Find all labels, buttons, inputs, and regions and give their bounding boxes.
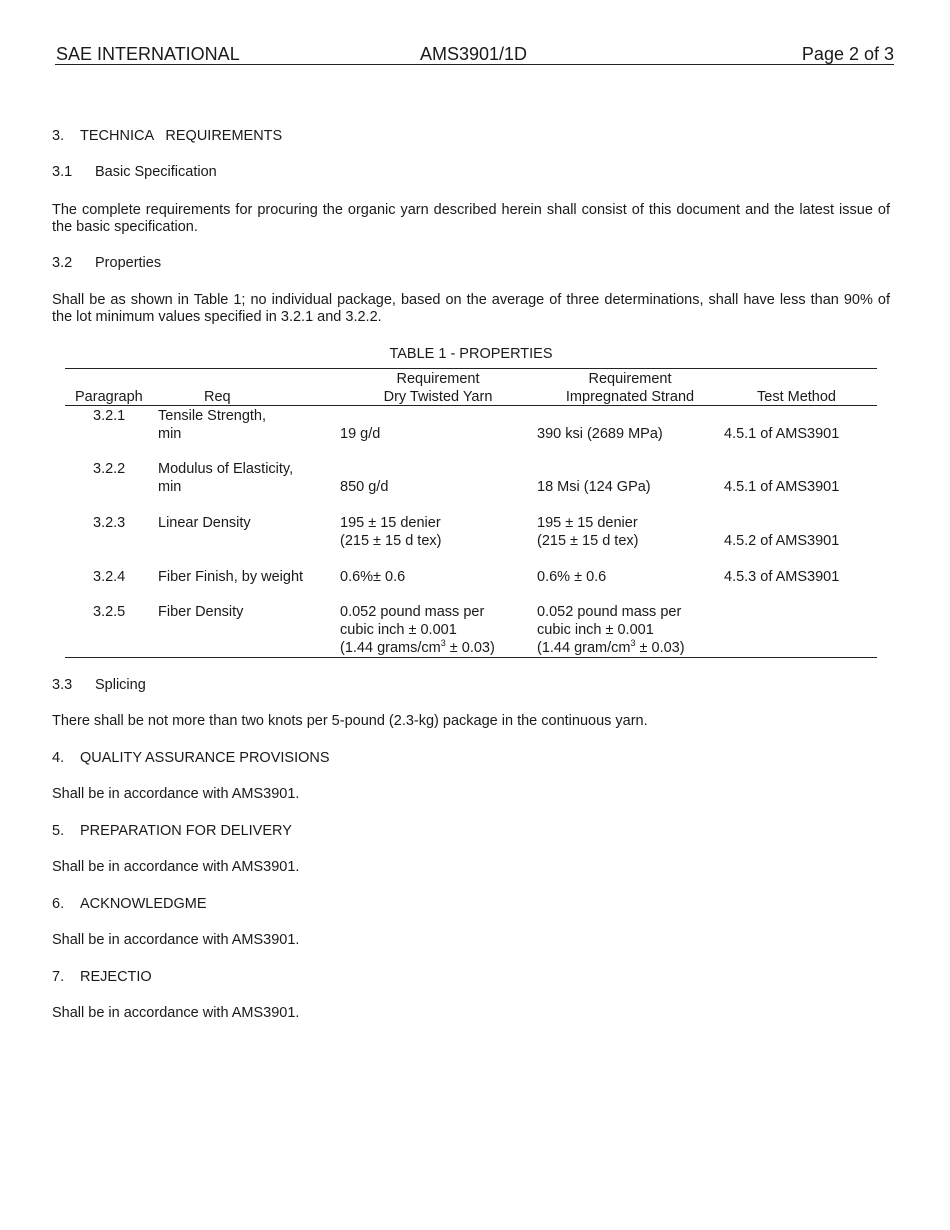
section-title: Properties: [95, 255, 162, 271]
header-page-number: Page 2 of 3: [801, 44, 894, 64]
table-cell-impregnated: 18 Msi (124 GPa): [537, 479, 651, 495]
table-cell-test-method: 4.5.1 of AMS3901: [724, 479, 840, 495]
section-title: PREPARATION FOR DELIVERY: [80, 823, 292, 839]
section-4-text: Shall be in accordance with AMS3901.: [52, 786, 300, 802]
section-number: 3.3: [52, 677, 73, 693]
table-header-req: Req: [204, 389, 231, 405]
table-cell-paragraph: 3.2.5: [93, 604, 126, 620]
table-cell-paragraph: 3.2.1: [93, 408, 126, 424]
table-bottom-rule: [65, 657, 877, 658]
header-doc-id: AMS3901/1D: [420, 44, 528, 64]
table-cell-paragraph: 3.2.4: [93, 569, 126, 585]
section-number: 3.1: [52, 164, 73, 180]
section-3-3-text: There shall be not more than two knots per 5-pound (2.3-kg) package in the continuous yarn.: [52, 713, 648, 729]
section-5-heading: [52, 823, 292, 839]
table-header-paragraph: Paragraph: [75, 389, 143, 405]
table-cell-impregnated: 195 ± 15 denier: [537, 515, 638, 531]
section-3-2-heading: [52, 255, 161, 271]
table-cell-impregnated: 390 ksi (2689 MPa): [537, 426, 663, 442]
table-cell-req: min: [158, 479, 182, 495]
table-header-imp-line1: Requirement: [588, 371, 672, 387]
table-cell-req: min: [158, 426, 182, 442]
table-top-rule: [65, 368, 877, 369]
section-4-heading: [52, 750, 330, 766]
table-cell-dry: 0.052 pound mass per: [340, 604, 485, 620]
table-header-imp-line2: Impregnated Strand: [565, 389, 695, 405]
section-title: Splicing: [95, 677, 146, 693]
table-header-dry-line2: Dry Twisted Yarn: [383, 389, 493, 405]
table-caption: TABLE 1 - PROPERTIES: [389, 346, 553, 362]
section-title: QUALITY ASSURANCE PROVISIONS: [80, 750, 330, 766]
section-5-text: Shall be in accordance with AMS3901.: [52, 859, 300, 875]
table-header-rule: [65, 405, 877, 406]
section-3-heading: [52, 128, 282, 144]
section-number: 3.: [52, 128, 65, 144]
table-cell-dry: 850 g/d: [340, 479, 389, 495]
table-cell-test-method: 4.5.2 of AMS3901: [724, 533, 840, 549]
table-cell-impregnated: cubic inch ± 0.001: [537, 622, 654, 638]
table-cell-req: Fiber Finish, by weight: [158, 569, 304, 585]
table-cell-dry: 195 ± 15 denier: [340, 515, 441, 531]
section-title: ACKNOWLEDGME: [80, 896, 207, 912]
section-3-2-text: Shall be as shown in Table 1; no individual package, based on the average of three determinations, shall have less than 90% of the lot minimum values specified in 3.2.1 and 3.2.2.: [52, 292, 890, 325]
section-title: TECHNICA REQUIREMENTS: [80, 128, 283, 144]
table-cell-dry: 0.6%± 0.6: [340, 569, 406, 585]
table-header-dry-line1: Requirement: [396, 371, 480, 387]
table-cell-dry: cubic inch ± 0.001: [340, 622, 457, 638]
table-cell-impregnated: (215 ± 15 d tex): [537, 533, 639, 549]
table-cell-test-method: 4.5.1 of AMS3901: [724, 426, 840, 442]
header-org: SAE INTERNATIONAL: [56, 44, 240, 64]
table-cell-dry: (215 ± 15 d tex): [340, 533, 442, 549]
section-3-3-heading: [52, 677, 146, 693]
section-6-heading: [52, 896, 207, 912]
section-number: 5.: [52, 823, 65, 839]
section-number: 6.: [52, 896, 65, 912]
section-title: REJECTIO: [80, 969, 152, 985]
header-rule: [55, 64, 894, 65]
section-3-1-heading: [52, 164, 217, 180]
table-cell-req: Linear Density: [158, 515, 251, 531]
section-7-text: Shall be in accordance with AMS3901.: [52, 1005, 300, 1021]
section-7-heading: [52, 969, 152, 985]
table-cell-test-method: 4.5.3 of AMS3901: [724, 569, 840, 585]
section-title: Basic Specification: [95, 164, 217, 180]
section-number: 4.: [52, 750, 65, 766]
table-cell-impregnated: 0.6% ± 0.6: [537, 569, 607, 585]
table-cell-impregnated: 0.052 pound mass per: [537, 604, 682, 620]
table-cell-impregnated: (1.44 gram/$cm^3 \pm 0.03$): [537, 638, 685, 656]
table-cell-req: Fiber Density: [158, 604, 244, 620]
table-cell-paragraph: 3.2.2: [93, 461, 126, 477]
table-cell-req: Tensile Strength,: [158, 408, 267, 424]
section-number: 3.2: [52, 255, 73, 271]
table-header-test-method: Test Method: [757, 389, 836, 405]
table-cell-dry: 19 g/d: [340, 426, 381, 442]
table-cell-paragraph: 3.2.3: [93, 515, 126, 531]
section-3-1-text: The complete requirements for procuring the organic yarn described herein shall consist of this document and the latest issue of the basic specification.: [52, 202, 890, 235]
section-6-text: Shall be in accordance with AMS3901.: [52, 932, 300, 948]
section-number: 7.: [52, 969, 65, 985]
table-cell-dry: (1.44 grams/$cm^3 \pm 0.03$): [340, 638, 495, 656]
table-cell-req: Modulus of Elasticity,: [158, 461, 294, 477]
